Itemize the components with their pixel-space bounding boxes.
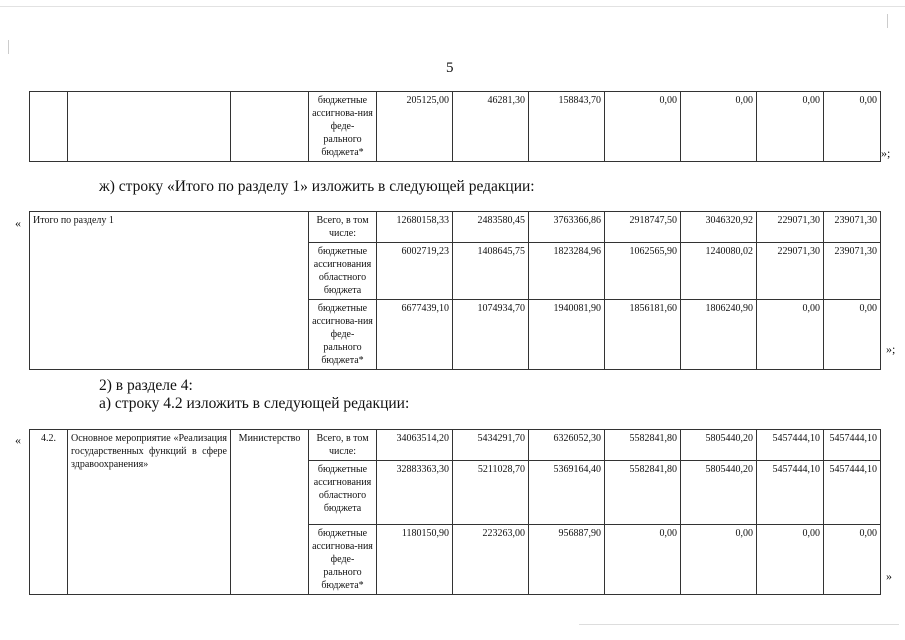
value-cell: 2918747,50 [605, 212, 681, 243]
value-cell: 32883363,30 [377, 461, 453, 525]
instruction-paragraph: ж) строку «Итого по разделу 1» изложить в следующей редакции: [99, 178, 535, 195]
value-cell: 239071,30 [824, 243, 881, 300]
value-cell: 3046320,92 [681, 212, 757, 243]
value-cell: 229071,30 [757, 243, 824, 300]
value-cell: 1062565,90 [605, 243, 681, 300]
funding-source: Всего, в том числе: [309, 430, 377, 461]
funding-source: бюджетные ассигнова-ния феде-рального бюджета* [309, 525, 377, 595]
value-cell: 223263,00 [453, 525, 529, 595]
funding-source: бюджетные ассигнова-ния феде-рального бюджета* [309, 92, 377, 162]
value-cell: 1940081,90 [529, 300, 605, 370]
empty-cell [68, 92, 231, 162]
value-cell: 0,00 [605, 525, 681, 595]
value-cell: 158843,70 [529, 92, 605, 162]
value-cell: 0,00 [681, 525, 757, 595]
value-cell: 12680158,33 [377, 212, 453, 243]
value-cell: 5211028,70 [453, 461, 529, 525]
value-cell: 6677439,10 [377, 300, 453, 370]
item-description: Основное мероприятие «Реализация государственных функций в сфере здравоохранения» [68, 430, 231, 595]
value-cell: 1856181,60 [605, 300, 681, 370]
item-number: 4.2. [30, 430, 68, 595]
section-heading: 2) в разделе 4: [99, 377, 193, 394]
scan-artifact [0, 6, 905, 7]
table-row [30, 92, 881, 162]
value-cell: 0,00 [681, 92, 757, 162]
closing-quote: » [886, 569, 892, 583]
table-continuation [29, 91, 881, 162]
value-cell: 3763366,86 [529, 212, 605, 243]
funding-source: бюджетные ассигнования областного бюджета [309, 243, 377, 300]
closing-quote: »; [881, 146, 891, 160]
funding-source: Всего, в том числе: [309, 212, 377, 243]
instruction-paragraph: а) строку 4.2 изложить в следующей редакции: [99, 395, 410, 412]
value-cell: 1240080,02 [681, 243, 757, 300]
value-cell: 5457444,10 [824, 461, 881, 525]
value-cell: 5805440,20 [681, 430, 757, 461]
value-cell: 5457444,10 [757, 461, 824, 525]
value-cell: 6002719,23 [377, 243, 453, 300]
opening-quote: « [15, 433, 21, 447]
value-cell: 34063514,20 [377, 430, 453, 461]
page-number: 5 [446, 60, 454, 76]
value-cell: 239071,30 [824, 212, 881, 243]
funding-source: бюджетные ассигнова-ния феде-рального бюджета* [309, 300, 377, 370]
value-cell: 1074934,70 [453, 300, 529, 370]
value-cell: 5457444,10 [757, 430, 824, 461]
value-cell: 5582841,80 [605, 461, 681, 525]
value-cell: 1408645,75 [453, 243, 529, 300]
scan-artifact [579, 624, 899, 625]
table-row [30, 430, 881, 461]
value-cell: 0,00 [824, 525, 881, 595]
value-cell: 5582841,80 [605, 430, 681, 461]
empty-cell [30, 92, 68, 162]
value-cell: 1806240,90 [681, 300, 757, 370]
value-cell: 205125,00 [377, 92, 453, 162]
value-cell: 0,00 [605, 92, 681, 162]
closing-quote: »; [886, 342, 896, 356]
table-row-4-2 [29, 429, 881, 595]
value-cell: 6326052,30 [529, 430, 605, 461]
item-executor: Министерство [231, 430, 309, 595]
value-cell: 956887,90 [529, 525, 605, 595]
value-cell: 0,00 [757, 92, 824, 162]
table-section1-total [29, 211, 881, 370]
scan-artifact [8, 40, 9, 54]
value-cell: 0,00 [824, 92, 881, 162]
value-cell: 5434291,70 [453, 430, 529, 461]
scan-artifact [887, 14, 888, 28]
table-row [30, 212, 881, 243]
row-label: Итого по разделу 1 [30, 212, 309, 370]
opening-quote: « [15, 216, 21, 230]
empty-cell [231, 92, 309, 162]
value-cell: 46281,30 [453, 92, 529, 162]
value-cell: 0,00 [757, 525, 824, 595]
value-cell: 1180150,90 [377, 525, 453, 595]
value-cell: 2483580,45 [453, 212, 529, 243]
value-cell: 0,00 [824, 300, 881, 370]
value-cell: 0,00 [757, 300, 824, 370]
value-cell: 1823284,96 [529, 243, 605, 300]
value-cell: 5369164,40 [529, 461, 605, 525]
value-cell: 229071,30 [757, 212, 824, 243]
funding-source: бюджетные ассигнования областного бюджета [309, 461, 377, 525]
value-cell: 5457444,10 [824, 430, 881, 461]
value-cell: 5805440,20 [681, 461, 757, 525]
